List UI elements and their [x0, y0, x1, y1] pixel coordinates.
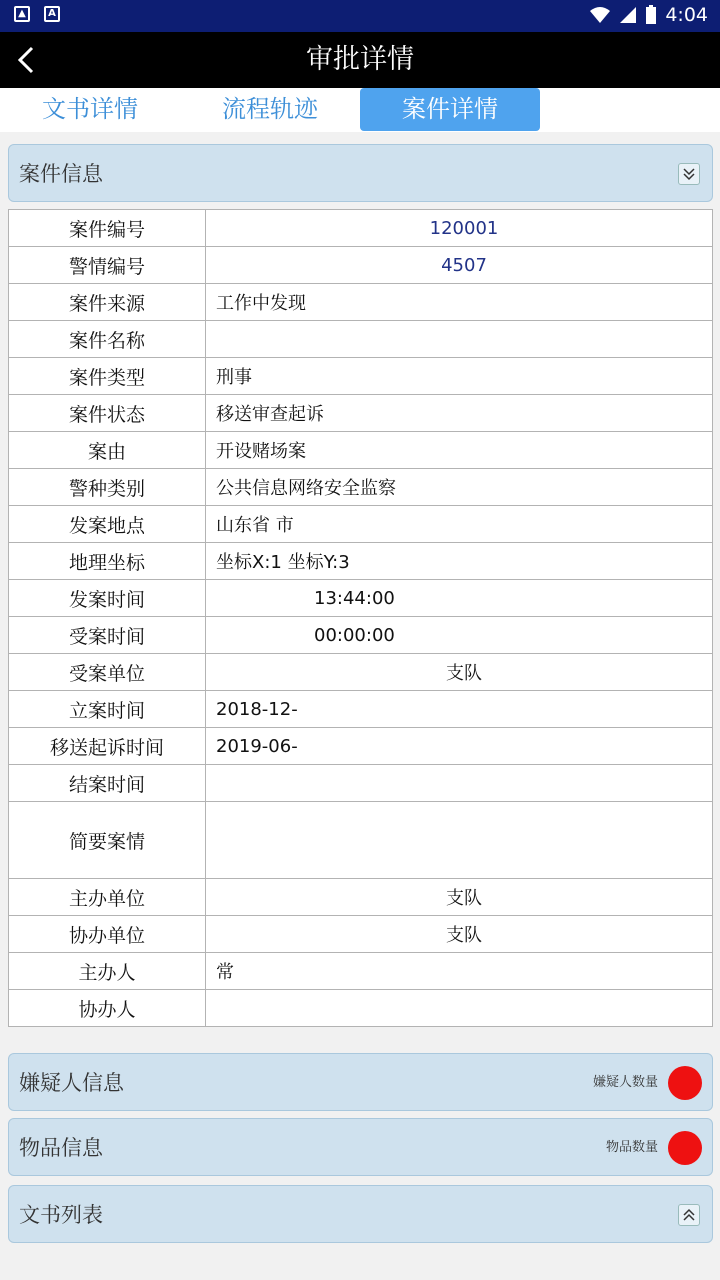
battery-icon	[645, 5, 657, 25]
row-label: 警情编号	[9, 247, 206, 284]
tab-process-trace[interactable]: 流程轨迹	[222, 95, 318, 123]
signal-icon	[619, 6, 637, 24]
page-title: 审批详情	[306, 44, 414, 75]
suspects-count-badge	[668, 1066, 702, 1100]
row-value: 移送审查起诉	[206, 395, 713, 432]
wifi-icon	[589, 6, 611, 24]
row-value: 支队	[206, 879, 713, 916]
table-row	[9, 506, 713, 543]
items-count-badge	[668, 1131, 702, 1165]
documents-title: 文书列表	[19, 1203, 103, 1227]
row-value: 开设赌场案	[206, 432, 713, 469]
row-label: 地理坐标	[9, 543, 206, 580]
row-value: 坐标X:1 坐标Y:3	[206, 543, 713, 580]
app-notification-icon: A	[44, 6, 60, 22]
row-value: 2019-06-	[206, 728, 713, 765]
table-row	[9, 953, 713, 990]
case-info-table	[8, 209, 713, 1027]
row-value: 支队	[206, 916, 713, 953]
table-row	[9, 916, 713, 953]
collapse-chevron-down-icon[interactable]	[678, 163, 700, 185]
documents-panel-header[interactable]	[8, 1185, 713, 1243]
row-label: 案件状态	[9, 395, 206, 432]
table-row	[9, 802, 713, 879]
row-label: 立案时间	[9, 691, 206, 728]
row-value: 00:00:00	[206, 617, 713, 654]
items-panel-header[interactable]	[8, 1118, 713, 1176]
table-row	[9, 358, 713, 395]
expand-chevron-up-icon[interactable]	[678, 1204, 700, 1226]
row-label: 移送起诉时间	[9, 728, 206, 765]
items-title: 物品信息	[19, 1136, 103, 1160]
row-label: 受案时间	[9, 617, 206, 654]
suspects-title: 嫌疑人信息	[19, 1071, 124, 1095]
row-value	[206, 321, 713, 358]
row-label: 案件名称	[9, 321, 206, 358]
case-info-panel-header[interactable]	[8, 144, 713, 202]
row-value	[206, 765, 713, 802]
row-label: 结案时间	[9, 765, 206, 802]
table-row	[9, 617, 713, 654]
items-count-label: 物品数量	[605, 1140, 658, 1155]
table-row	[9, 543, 713, 580]
row-value: 工作中发现	[206, 284, 713, 321]
row-label: 警种类别	[9, 469, 206, 506]
suspects-panel-header[interactable]	[8, 1053, 713, 1111]
row-value	[206, 990, 713, 1027]
row-label: 案件来源	[9, 284, 206, 321]
case-info-title: 案件信息	[19, 162, 103, 186]
row-value: 山东省 市	[206, 506, 713, 543]
row-label: 案件类型	[9, 358, 206, 395]
table-row	[9, 395, 713, 432]
row-value: 120001	[206, 210, 713, 247]
table-row	[9, 580, 713, 617]
row-label: 受案单位	[9, 654, 206, 691]
row-value: 4507	[206, 247, 713, 284]
row-value: 刑事	[206, 358, 713, 395]
row-label: 简要案情	[9, 802, 206, 879]
row-label: 案件编号	[9, 210, 206, 247]
row-value: 13:44:00	[206, 580, 713, 617]
gallery-notification-icon: ▲	[14, 6, 30, 22]
table-row	[9, 990, 713, 1027]
table-row	[9, 728, 713, 765]
row-value: 常	[206, 953, 713, 990]
table-row	[9, 765, 713, 802]
row-label: 协办人	[9, 990, 206, 1027]
row-label: 协办单位	[9, 916, 206, 953]
table-row	[9, 879, 713, 916]
app-header	[0, 32, 720, 88]
row-label: 案由	[9, 432, 206, 469]
table-row	[9, 654, 713, 691]
row-value: 2018-12-	[206, 691, 713, 728]
table-row	[9, 210, 713, 247]
status-bar	[0, 0, 720, 32]
row-value: 支队	[206, 654, 713, 691]
tab-document-details[interactable]: 文书详情	[42, 95, 138, 123]
table-row	[9, 284, 713, 321]
table-row	[9, 432, 713, 469]
row-value: 公共信息网络安全监察	[206, 469, 713, 506]
row-label: 发案时间	[9, 580, 206, 617]
table-row	[9, 691, 713, 728]
tab-case-details[interactable]: 案件详情	[360, 88, 540, 131]
tab-bar	[0, 88, 720, 132]
table-row	[9, 469, 713, 506]
row-label: 主办单位	[9, 879, 206, 916]
row-label: 主办人	[9, 953, 206, 990]
row-value	[206, 802, 713, 879]
table-row	[9, 247, 713, 284]
suspects-count-label: 嫌疑人数量	[592, 1075, 658, 1090]
table-row	[9, 321, 713, 358]
row-label: 发案地点	[9, 506, 206, 543]
clock: 4:04	[665, 4, 708, 26]
